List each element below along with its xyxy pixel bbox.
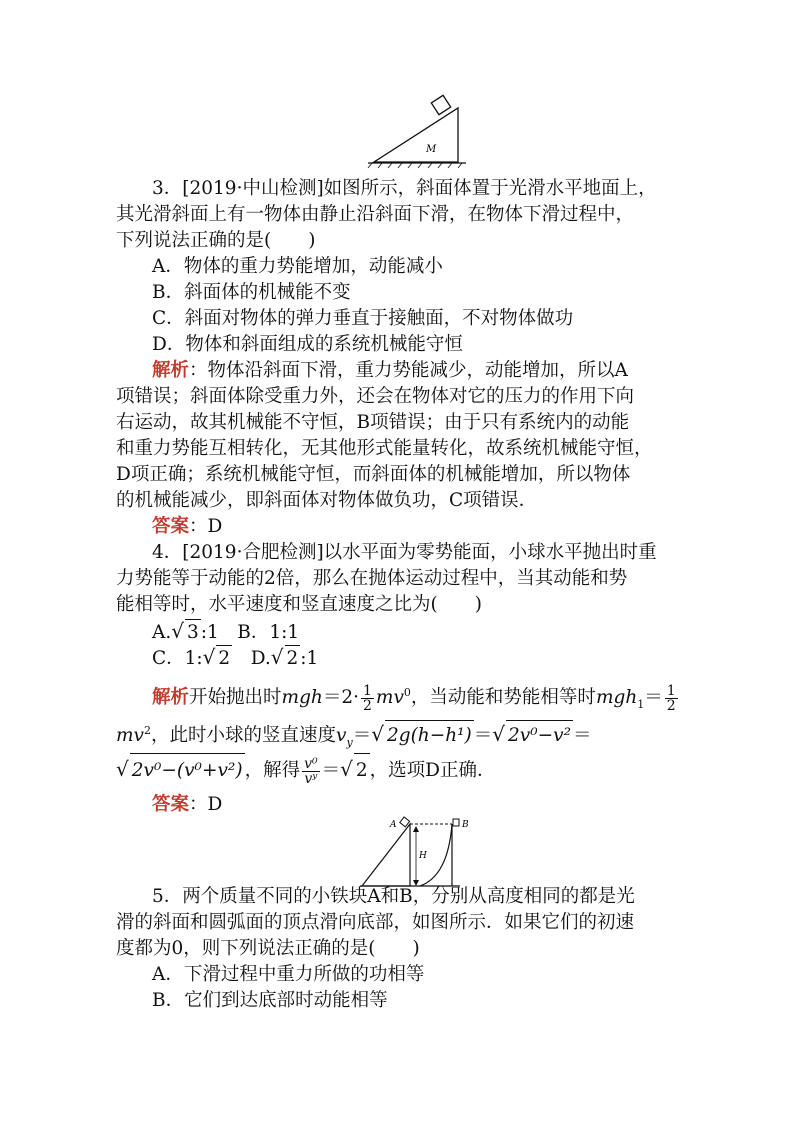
q5-stem-line-3: 度都为0，则下列说法正确的是( ) <box>116 938 420 959</box>
q4-stem-line-1: 4．[2019·合肥检测]以水平面为零势能面，小球水平抛出时重 <box>152 542 657 563</box>
incline-figure <box>362 92 472 170</box>
answer-label: 答案 <box>152 794 190 815</box>
incline-arc-figure <box>360 816 490 890</box>
q4-options-cd: C．1:√ 2 D.√ 2 :1 <box>152 644 682 672</box>
answer-label: 答案 <box>152 516 190 537</box>
q4-stem-line-3: 能相等时，水平速度和竖直速度之比为( ) <box>116 594 482 615</box>
q3-analysis-line-2: 项错误；斜面体除受重力外，还会在物体对它的压力的作用下向 <box>116 386 635 407</box>
q3-analysis-line-6: 的机械能减少，即斜面体对物体做负功，C项错误． <box>116 490 538 511</box>
q3-analysis-line-4: 和重力势能互相转化，无其他形式能量转化，故系统机械能守恒， <box>116 438 653 459</box>
ground-hatch <box>368 163 462 168</box>
label-b: B <box>462 820 469 830</box>
q5-stem-line-1: 5．两个质量不同的小铁块A和B，分别从高度相同的都是光 <box>152 886 635 907</box>
q3-option-a: A．物体的重力势能增加，动能减小 <box>152 256 443 277</box>
q3-analysis-line-1: 解析：物体沿斜面下滑，重力势能减少，动能增加，所以A <box>152 360 628 381</box>
q3-option-b: B．斜面体的机械能不变 <box>152 282 351 303</box>
q4-stem-line-2: 力势能等于动能的2倍，那么在抛体运动过程中，当其动能和势 <box>116 568 628 589</box>
q4-answer: 答案：D <box>152 794 223 815</box>
q3-option-c: C．斜面对物体的弹力垂直于接触面，不对物体做功 <box>152 308 574 329</box>
q3-stem-line-1: 3．[2019·中山检测]如图所示，斜面体置于光滑水平地面上， <box>152 178 657 199</box>
analysis-label: 解析 <box>152 360 190 381</box>
q5-stem-line-2: 滑的斜面和圆弧面的顶点滑向底部，如图所示．如果它们的初速 <box>116 912 635 933</box>
block-b <box>453 819 459 826</box>
q4-analysis-line-3: √ 2v⁰−(v⁰+v²) ，解得 $\frac{\text{v⁰}}{\text{vʸ}}$ ＝√ 2 ，选项D正确． <box>116 752 682 788</box>
incline-shape <box>362 824 410 886</box>
block <box>431 95 450 114</box>
block-a <box>400 817 410 827</box>
label-a: A <box>390 820 397 830</box>
q5-option-b: B．它们到达底部时动能相等 <box>152 990 388 1011</box>
analysis-label: 解析 <box>152 687 190 709</box>
q3-analysis-line-3: 右运动，故其机械能不守恒，B项错误；由于只有系统内的动能 <box>116 412 630 433</box>
q4-options-ab: A.√ 3 :1 B．1:1 <box>152 618 682 646</box>
mass-label: M <box>426 144 437 155</box>
q3-stem-line-2: 其光滑斜面上有一物体由静止沿斜面下滑，在物体下滑过程中， <box>116 204 635 225</box>
incline-shape <box>374 108 458 162</box>
q5-option-a: A．下滑过程中重力所做的功相等 <box>152 964 425 985</box>
q3-stem-line-3: 下列说法正确的是( ) <box>116 230 316 251</box>
q3-option-d: D．物体和斜面组成的系统机械能守恒 <box>152 334 463 355</box>
q4-analysis-line-2: $mv^2$，此时小球的竖直速度$v_y=√$ 2g(h−h¹) ＝√ 2v⁰−v² ＝ <box>116 716 682 758</box>
q3-answer: 答案：D <box>152 516 223 537</box>
label-h: H <box>419 851 427 861</box>
q4-analysis-line-1: 解析开始抛出时mgh＝2· $\frac{1}{2}$ $mv^0$，当动能和势能相等时mgh$_1$＝ $\frac{1}{2}$ <box>152 682 676 714</box>
q3-analysis-line-5: D项正确；系统机械能守恒，而斜面体的机械能增加，所以物体 <box>116 464 631 485</box>
